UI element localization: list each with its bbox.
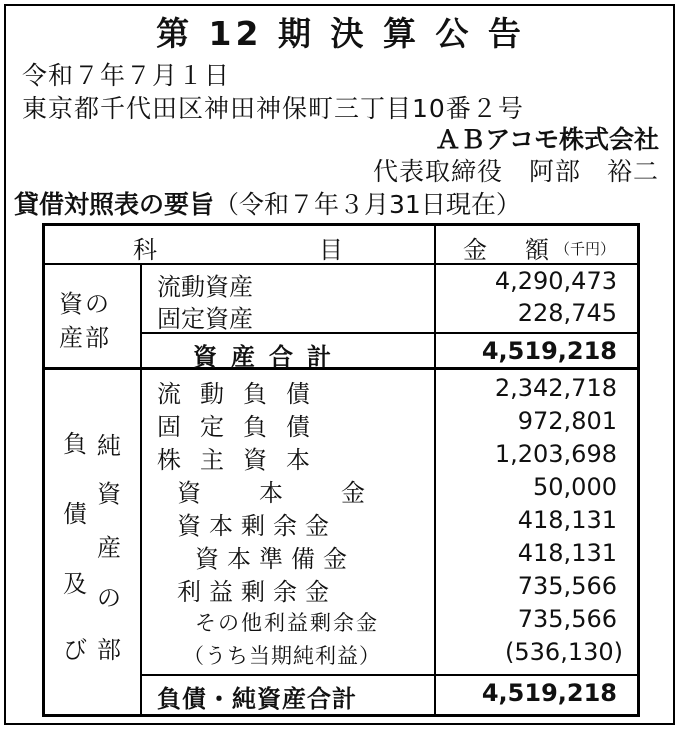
liability-row-value: 735,566	[517, 605, 617, 633]
liability-row-value: 50,000	[533, 473, 617, 501]
balance-sheet-table: 科 目 金 額 （千円） 資の 産部 流動資産 4,290,473 固定資産 228,745 資産合計 4,519,218 負 債 及 び 純 資 産 の 部 流動負債 2,342,718 固定負債 972,801 株主資本 1,203,698 資本金 50,000 資本剰余金 418,131 資本準備金 418,131 利益剰余金 735,566 その他利益剰余金 735,566 （うち当期純利益） (536,130) 負債・純資産合計 4,519,218	[42, 223, 640, 717]
liability-row-label: 固定負債	[157, 413, 329, 441]
liabilities-total-value: 4,519,218	[481, 679, 617, 707]
liability-row-value: 418,131	[517, 506, 617, 534]
liability-row-label: （うち当期純利益）	[183, 644, 381, 668]
liability-row-value: 418,131	[517, 539, 617, 567]
notice-title: 第 12 期 決 算 公 告	[156, 14, 525, 53]
header-subject-2: 目	[319, 236, 343, 264]
liability-row-label: 資本準備金	[195, 545, 355, 573]
liability-row-label: 流動負債	[157, 380, 329, 408]
representative: 代表取締役 阿部 裕二	[372, 157, 659, 186]
assets-label-2: 産部	[59, 324, 111, 352]
assets-total-label: 資産合計	[193, 343, 345, 371]
liability-row-label: 利益剰余金	[177, 578, 337, 606]
header-subject-1: 科	[133, 236, 157, 264]
liability-row-value: 972,801	[517, 407, 617, 435]
header-amount-2: 額	[525, 236, 549, 264]
assets-total-value: 4,519,218	[481, 337, 617, 365]
liabilities-total-label: 負債・純資産合計	[157, 685, 357, 713]
liability-row-label: 資本剰余金	[177, 512, 337, 540]
liability-row-label: その他利益剰余金	[195, 611, 379, 635]
header-amount-1: 金	[463, 236, 487, 264]
header-unit: （千円）	[555, 240, 616, 258]
assets-row-value: 228,745	[517, 299, 617, 327]
assets-row-label: 固定資産	[157, 305, 253, 333]
assets-label-1: 資の	[59, 290, 111, 318]
section-period: （令和７年３月31日現在）	[214, 190, 521, 219]
section-title: 貸借対照表の要旨	[14, 190, 215, 219]
company-name: ＡＢアコモ株式会社	[435, 125, 659, 154]
liability-row-label: 資本金	[177, 479, 423, 507]
assets-row-value: 4,290,473	[494, 267, 617, 295]
section-heading	[14, 185, 521, 221]
liability-row-value: 1,203,698	[494, 440, 617, 468]
liability-row-label: 株主資本	[157, 446, 329, 474]
liability-row-value: 735,566	[517, 572, 617, 600]
company-address: 東京都千代田区神田神保町三丁目10番２号	[22, 94, 524, 123]
liability-row-value: (536,130)	[505, 638, 623, 666]
assets-row-label: 流動資産	[157, 273, 253, 301]
notice-date: 令和７年７月１日	[22, 61, 231, 90]
liability-row-value: 2,342,718	[494, 374, 617, 402]
